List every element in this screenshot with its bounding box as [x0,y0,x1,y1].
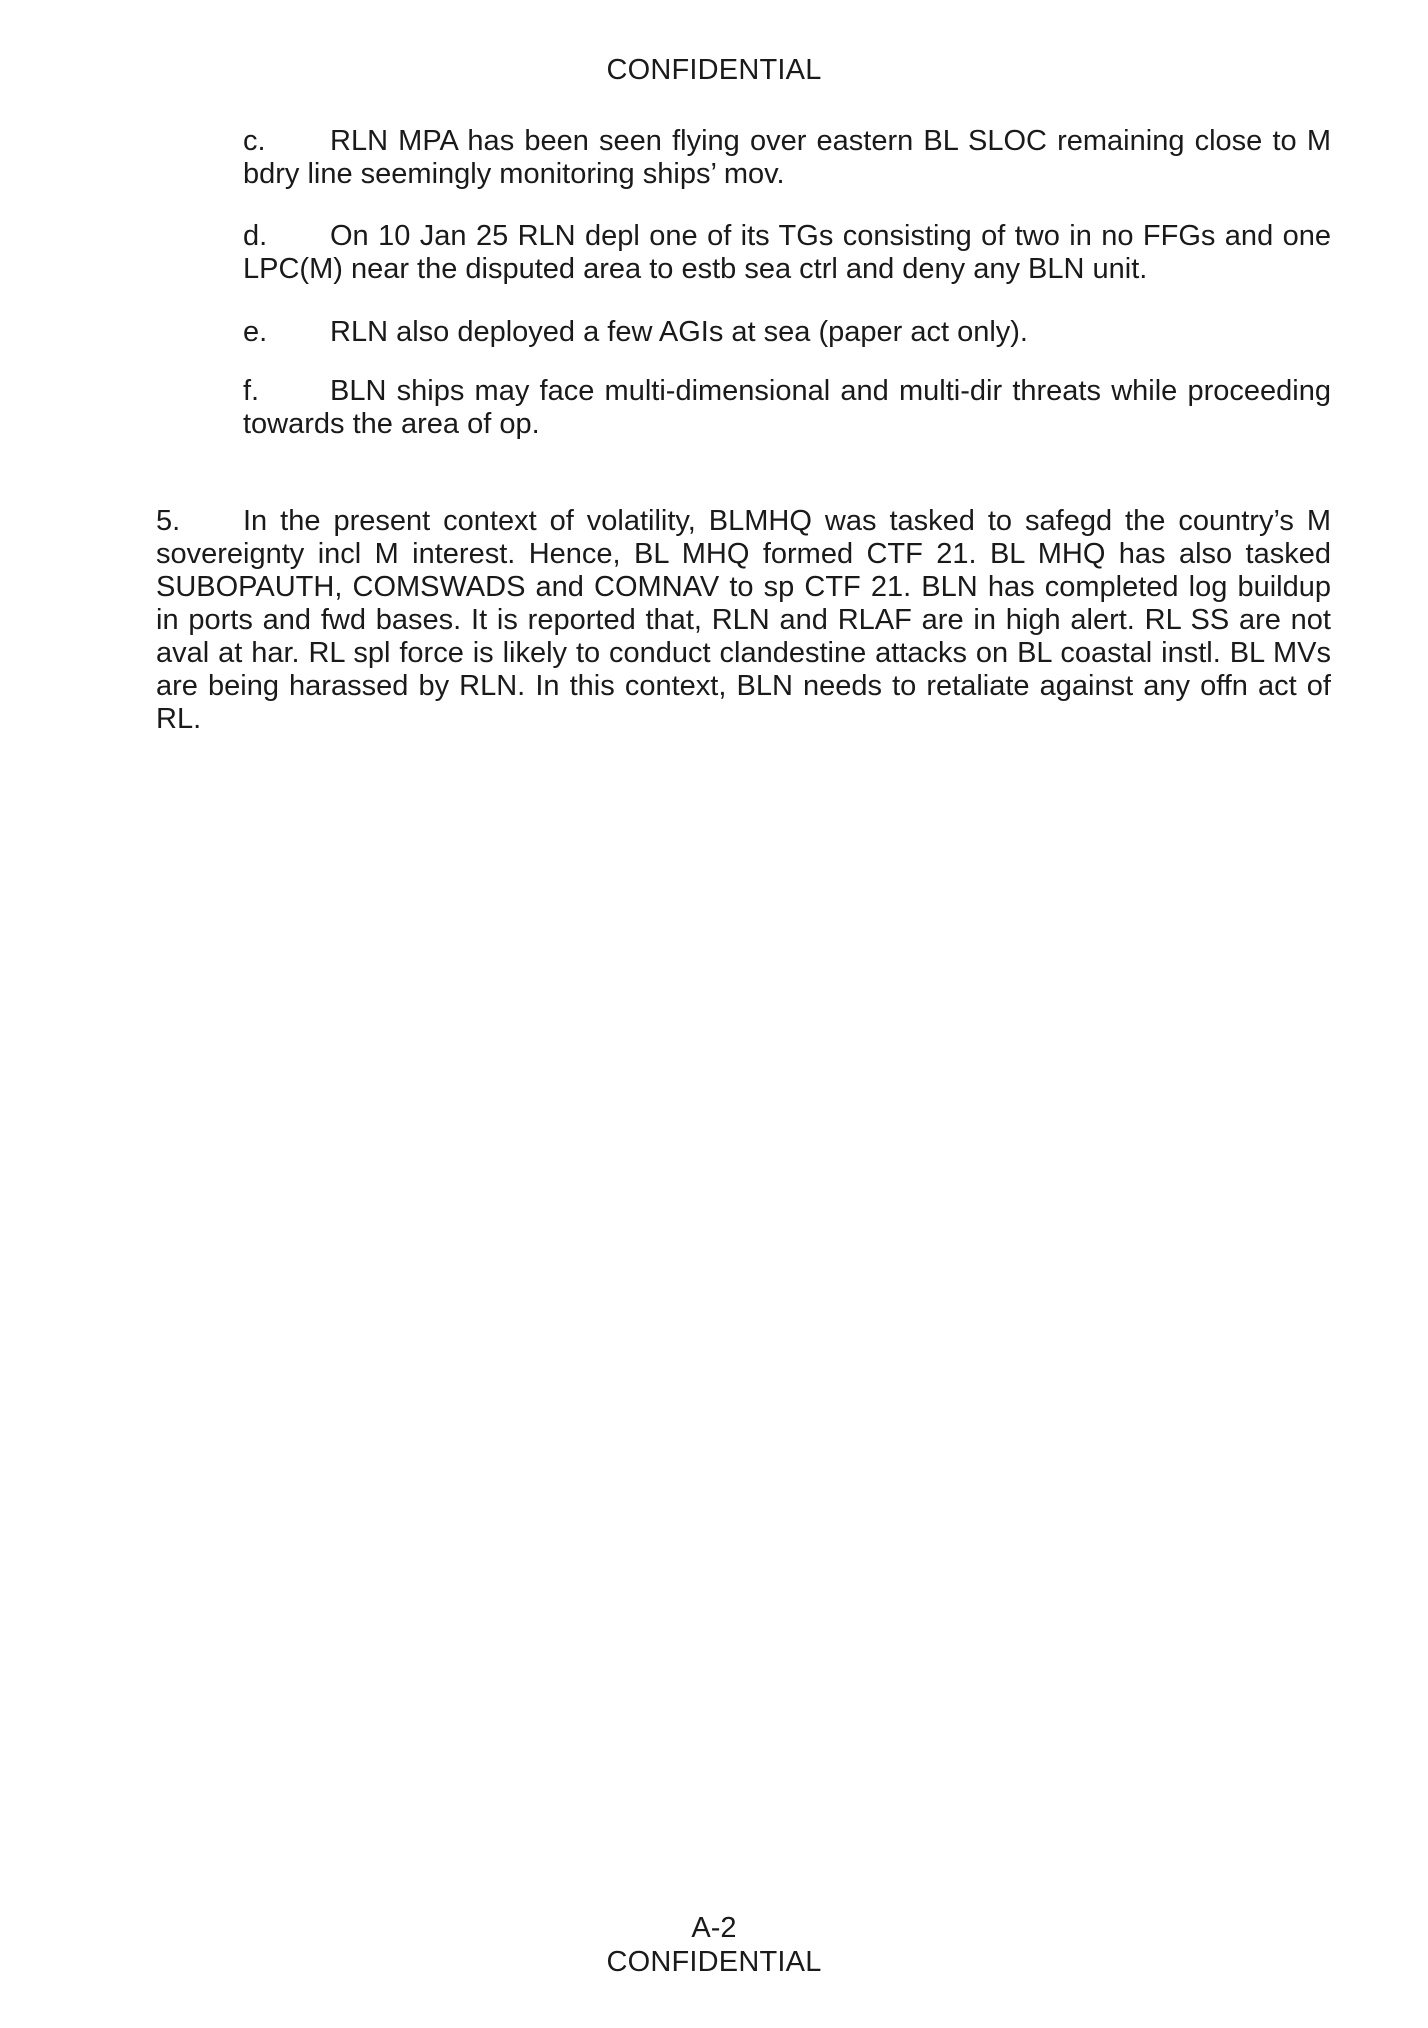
subparagraph-text: On 10 Jan 25 RLN depl one of its TGs consisting of two in no FFGs and one LPC(M) near the disputed area to estb sea ctrl and deny any BLN unit. [243,220,1331,285]
subparagraph-c [243,125,1331,191]
subparagraph-text: RLN MPA has been seen flying over eastern BL SLOC remaining close to M bdry line seemingly monitoring ships’ mov. [243,125,1331,190]
subparagraph-text: BLN ships may face multi-dimensional and multi-dir threats while proceeding towards the area of op. [243,375,1331,440]
subparagraph-e [243,316,1331,349]
page-number: A-2 [691,1912,737,1944]
subparagraph-d [243,220,1331,286]
subparagraph-letter: e. [243,316,268,348]
subparagraph-text: RLN also deployed a few AGIs at sea (paper act only). [330,316,1028,348]
subparagraph-letter: d. [243,220,268,252]
paragraph-number: 5. [156,505,181,537]
subparagraph-letter: f. [243,375,260,407]
paragraph-5 [156,505,1331,736]
subparagraph-f [243,375,1331,441]
paragraph-text: In the present context of volatility, BLMHQ was tasked to safegd the country’s M sovereignty incl M interest. Hence, BL MHQ formed CTF 21. BL MHQ has also tasked SUBOPAUTH, COMSWADS and COMNAV to sp CTF 21. BLN has completed log buildup in ports and fwd bases. It is reported that, RLN and RLAF are in high alert. RL SS are not aval at har. RL spl force is likely to conduct clandestine attacks on BL coastal instl. BL MVs are being harassed by RLN. In this context, BLN needs to retaliate against any offn act of RL. [156,505,1331,735]
subparagraph-letter: c. [243,125,266,157]
header-classification: CONFIDENTIAL [606,54,822,86]
footer-classification: CONFIDENTIAL [606,1946,822,1978]
